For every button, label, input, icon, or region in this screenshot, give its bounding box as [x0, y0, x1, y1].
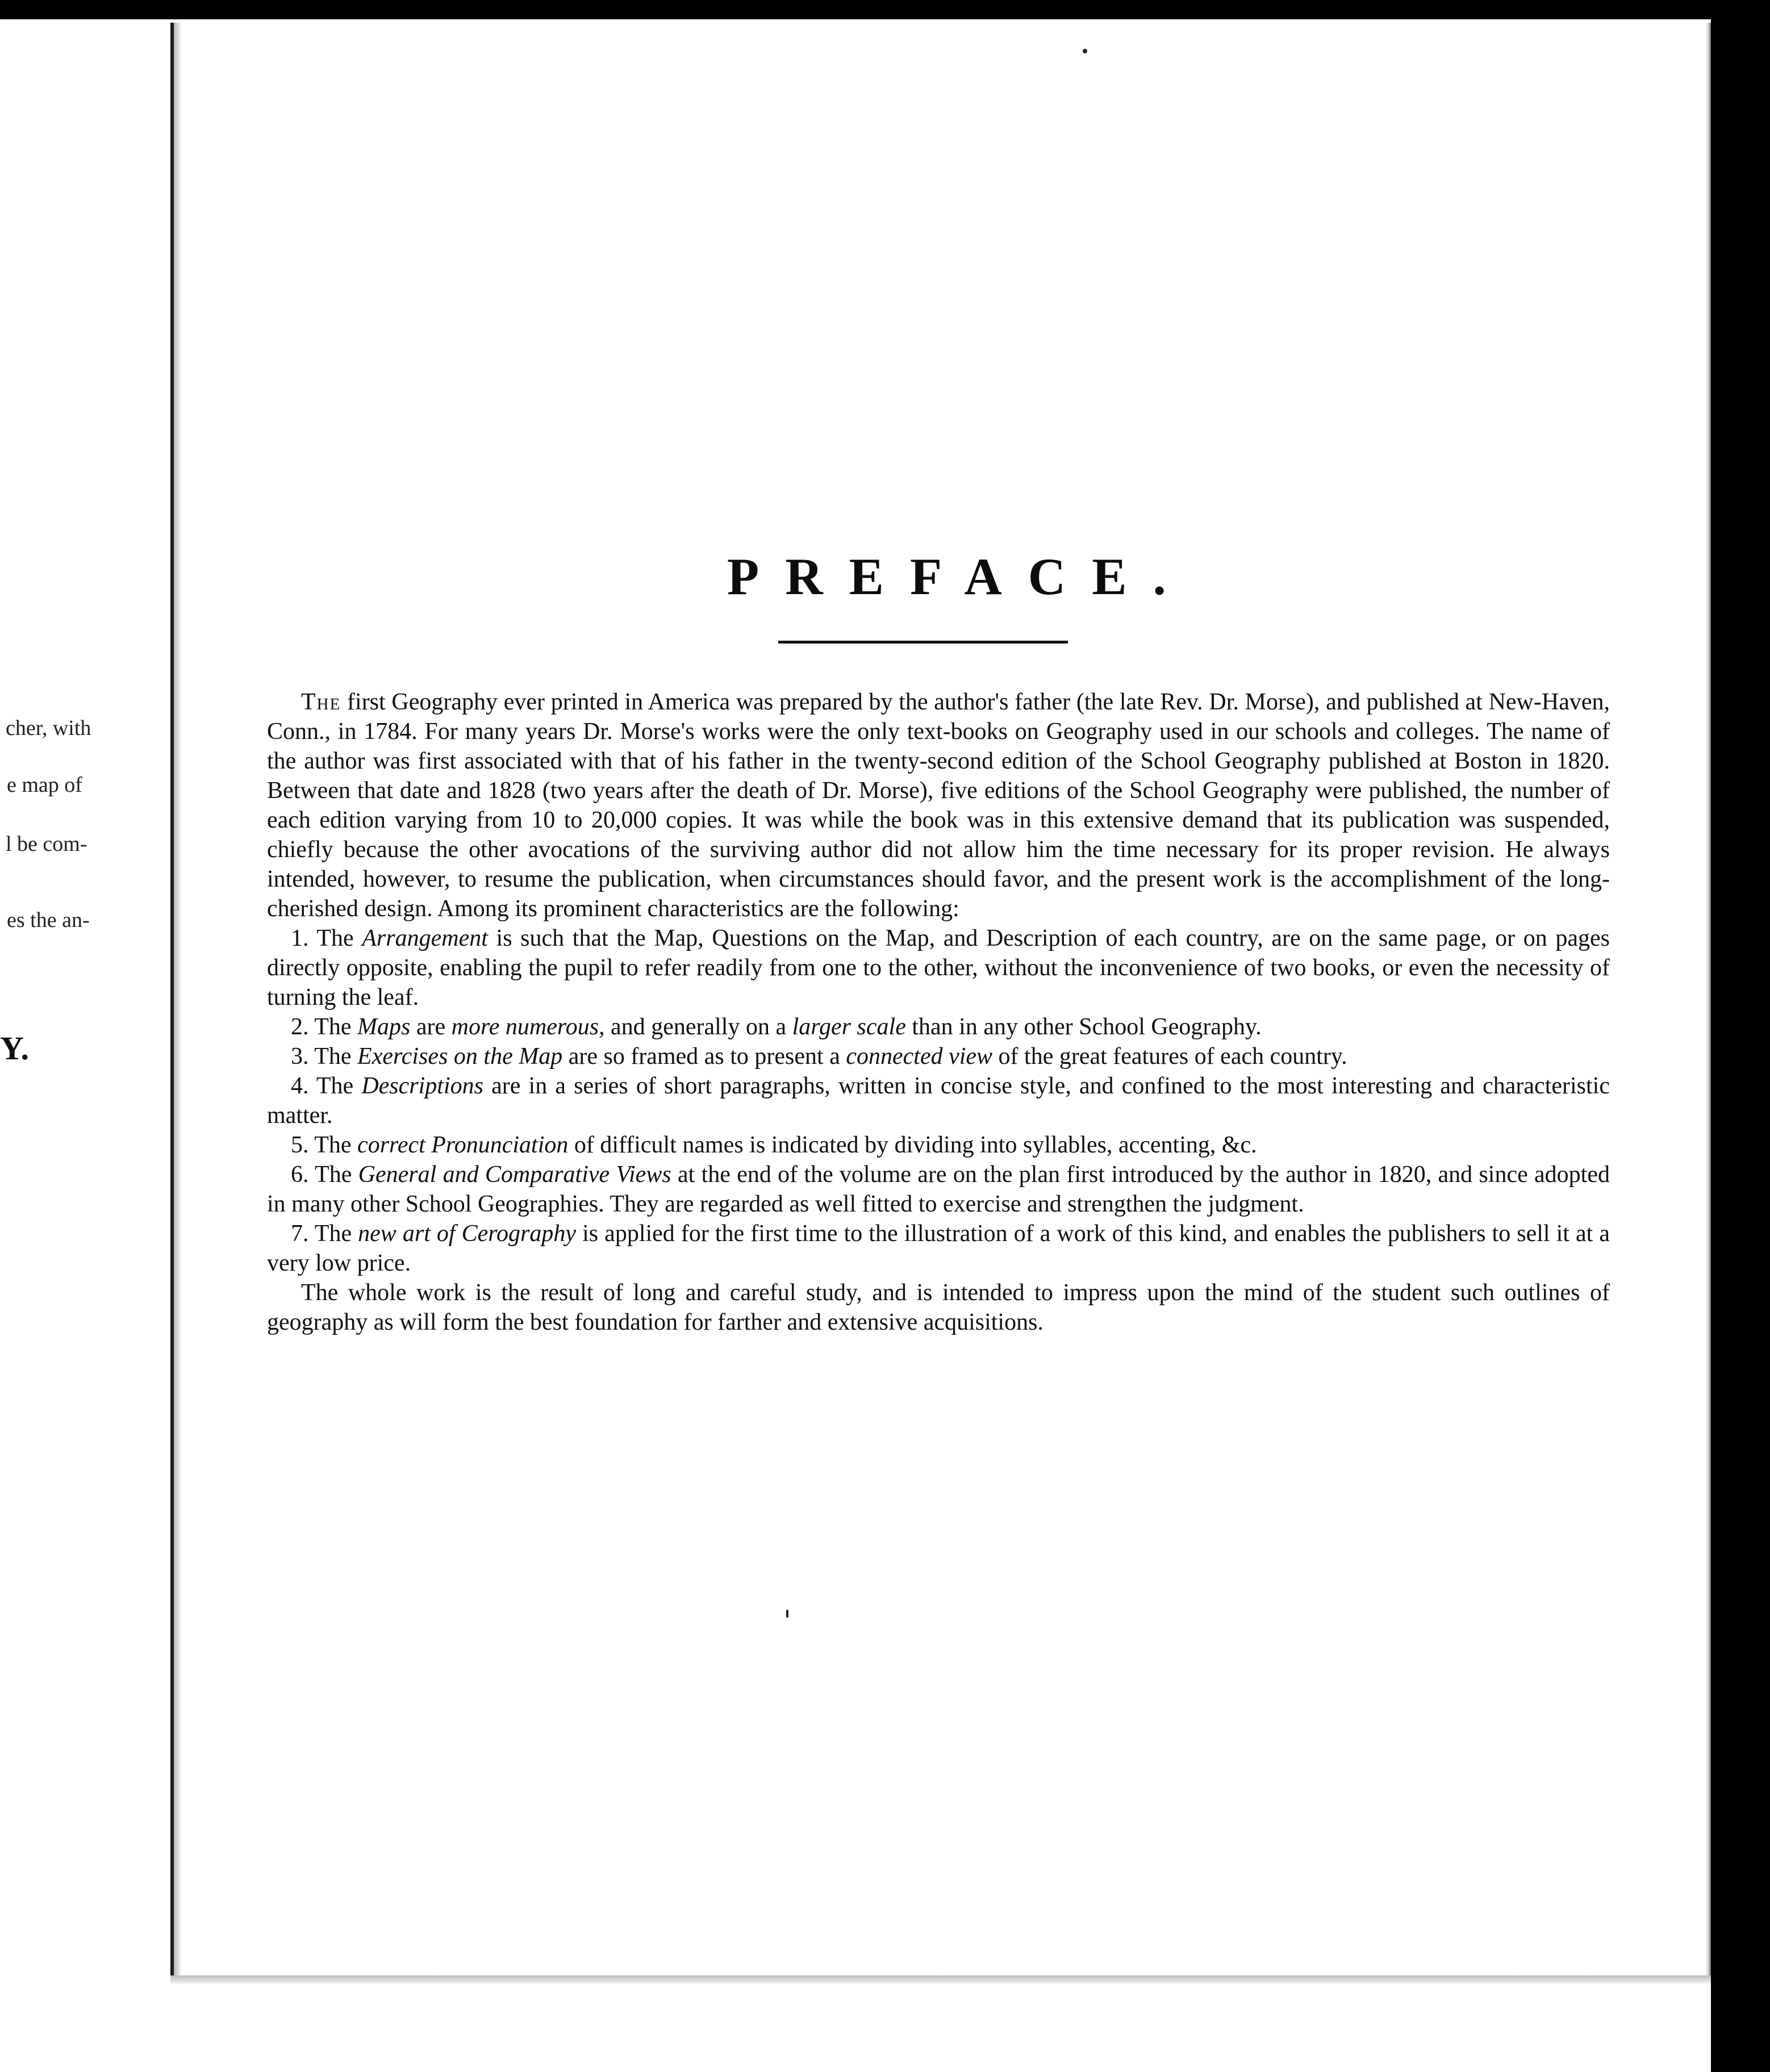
facing-page-edge [0, 19, 170, 2072]
item-text: The [308, 1014, 358, 1040]
item-text: than in any other School Geography. [905, 1014, 1262, 1040]
intro-lead-word: The [301, 689, 341, 715]
item-text: at the end of the volume are on the plan first introduced by the author in 1820, and since adopted in many other School Geographies. They are regarded as well fitted to exercise and strengthen the judgment. [267, 1162, 1610, 1217]
page-edge-shadow [1705, 23, 1711, 1977]
item-text: of the great features of each country. [992, 1043, 1347, 1070]
facing-page-fragment: e map of [7, 773, 82, 797]
list-item [267, 1071, 1610, 1130]
scan-speck [786, 1610, 788, 1618]
facing-page-glyph: Y. [0, 1030, 30, 1067]
item-emphasis: new art of Cerography [358, 1221, 577, 1247]
item-number: 2. [291, 1014, 309, 1040]
list-item [267, 1219, 1610, 1278]
item-text: The [308, 1043, 358, 1070]
item-number: 7. [291, 1221, 309, 1247]
item-number: 1. [291, 925, 309, 951]
item-emphasis: Exercises on the Map [357, 1043, 563, 1070]
facing-page-fragment: l be com- [6, 832, 87, 856]
preface-body [267, 687, 1610, 1337]
item-emphasis: larger scale [792, 1014, 906, 1040]
item-text: of difficult names is indicated by dividing into syllables, accenting, &c. [568, 1132, 1257, 1158]
item-emphasis: more numerous, [451, 1014, 605, 1040]
item-emphasis: connected view [846, 1043, 993, 1070]
title-rule [778, 641, 1068, 644]
page-bottom-shadow [170, 1975, 1711, 1983]
intro-text: first Geography ever printed in America was prepared by the author's father (the late Rev. Dr. Morse), and published at New-Haven, Conn., in 1784. For many years Dr. Morse's works were the only text-books on Geography used in our schools and colleges. The name of the author was first associated with that of his father in the twenty-second edition of the School Geography published at Boston in 1820. Between that date and 1828 (two years after the death of Dr. Morse), five editions of the School Geography were published, the number of each edition varying from 10 to 20,000 copies. It was while the book was in this extensive demand that its publication was suspended, chiefly because the other avocations of the surviving author did not allow him the time necessary for its proper revision. He always intended, however, to resume the publication, when circumstances should favor, and the present work is the accomplishment of the long-cherished design. Among its prominent characteristics are the following: [267, 689, 1610, 922]
item-text: The [308, 1221, 358, 1247]
list-item [267, 1042, 1610, 1071]
closing-paragraph: The whole work is the result of long and careful study, and is intended to impress upon the mind of the student such outlines of geography as will form the best foundation for farther and extensive acquisitions. [267, 1280, 1610, 1335]
intro-paragraph [267, 687, 1610, 924]
item-emphasis: General and Comparative Views [358, 1162, 671, 1188]
item-number: 6. [291, 1162, 309, 1188]
item-number: 3. [291, 1043, 309, 1070]
item-emphasis: correct Pronunciation [357, 1132, 569, 1158]
item-text: are in a series of short paragraphs, written in concise style, and confined to the most interesting and characteristic matter. [267, 1073, 1610, 1129]
facing-page-fragment: cher, with [6, 716, 91, 740]
binding-gutter-shadow [174, 23, 182, 1977]
item-text: is such that the Map, Questions on the Map, and Description of each country, are on the same page, or on pages directly opposite, enabling the pupil to refer readily from one to the other, without the inconvenience of two books, or even the necessity of turning the leaf. [267, 925, 1610, 1010]
list-item [267, 1160, 1610, 1219]
item-text: The [308, 1162, 358, 1188]
list-item [267, 1012, 1610, 1042]
item-emphasis: Descriptions [361, 1073, 483, 1099]
item-text: and generally on a [604, 1014, 792, 1040]
item-text: is applied for the first time to the illustration of a work of this kind, and enables the publishers to sell it at a very low price. [267, 1221, 1610, 1276]
item-text: are so framed as to present a [562, 1043, 846, 1070]
page-title: PREFACE. [727, 548, 1192, 605]
item-text: The [308, 1132, 358, 1158]
item-text: are [410, 1014, 452, 1040]
scan-right-border [1711, 0, 1770, 2072]
scan-speck [1083, 49, 1087, 53]
item-number: 4. [291, 1073, 309, 1099]
list-item [267, 924, 1610, 1012]
item-emphasis: Arrangement [362, 925, 488, 951]
item-emphasis: Maps [357, 1014, 411, 1040]
item-number: 5. [291, 1132, 309, 1158]
list-item [267, 1130, 1610, 1160]
scan-top-border [0, 0, 1770, 19]
item-text: The [308, 1073, 362, 1099]
facing-page-fragment: es the an- [7, 908, 90, 932]
item-text: The [308, 925, 362, 951]
